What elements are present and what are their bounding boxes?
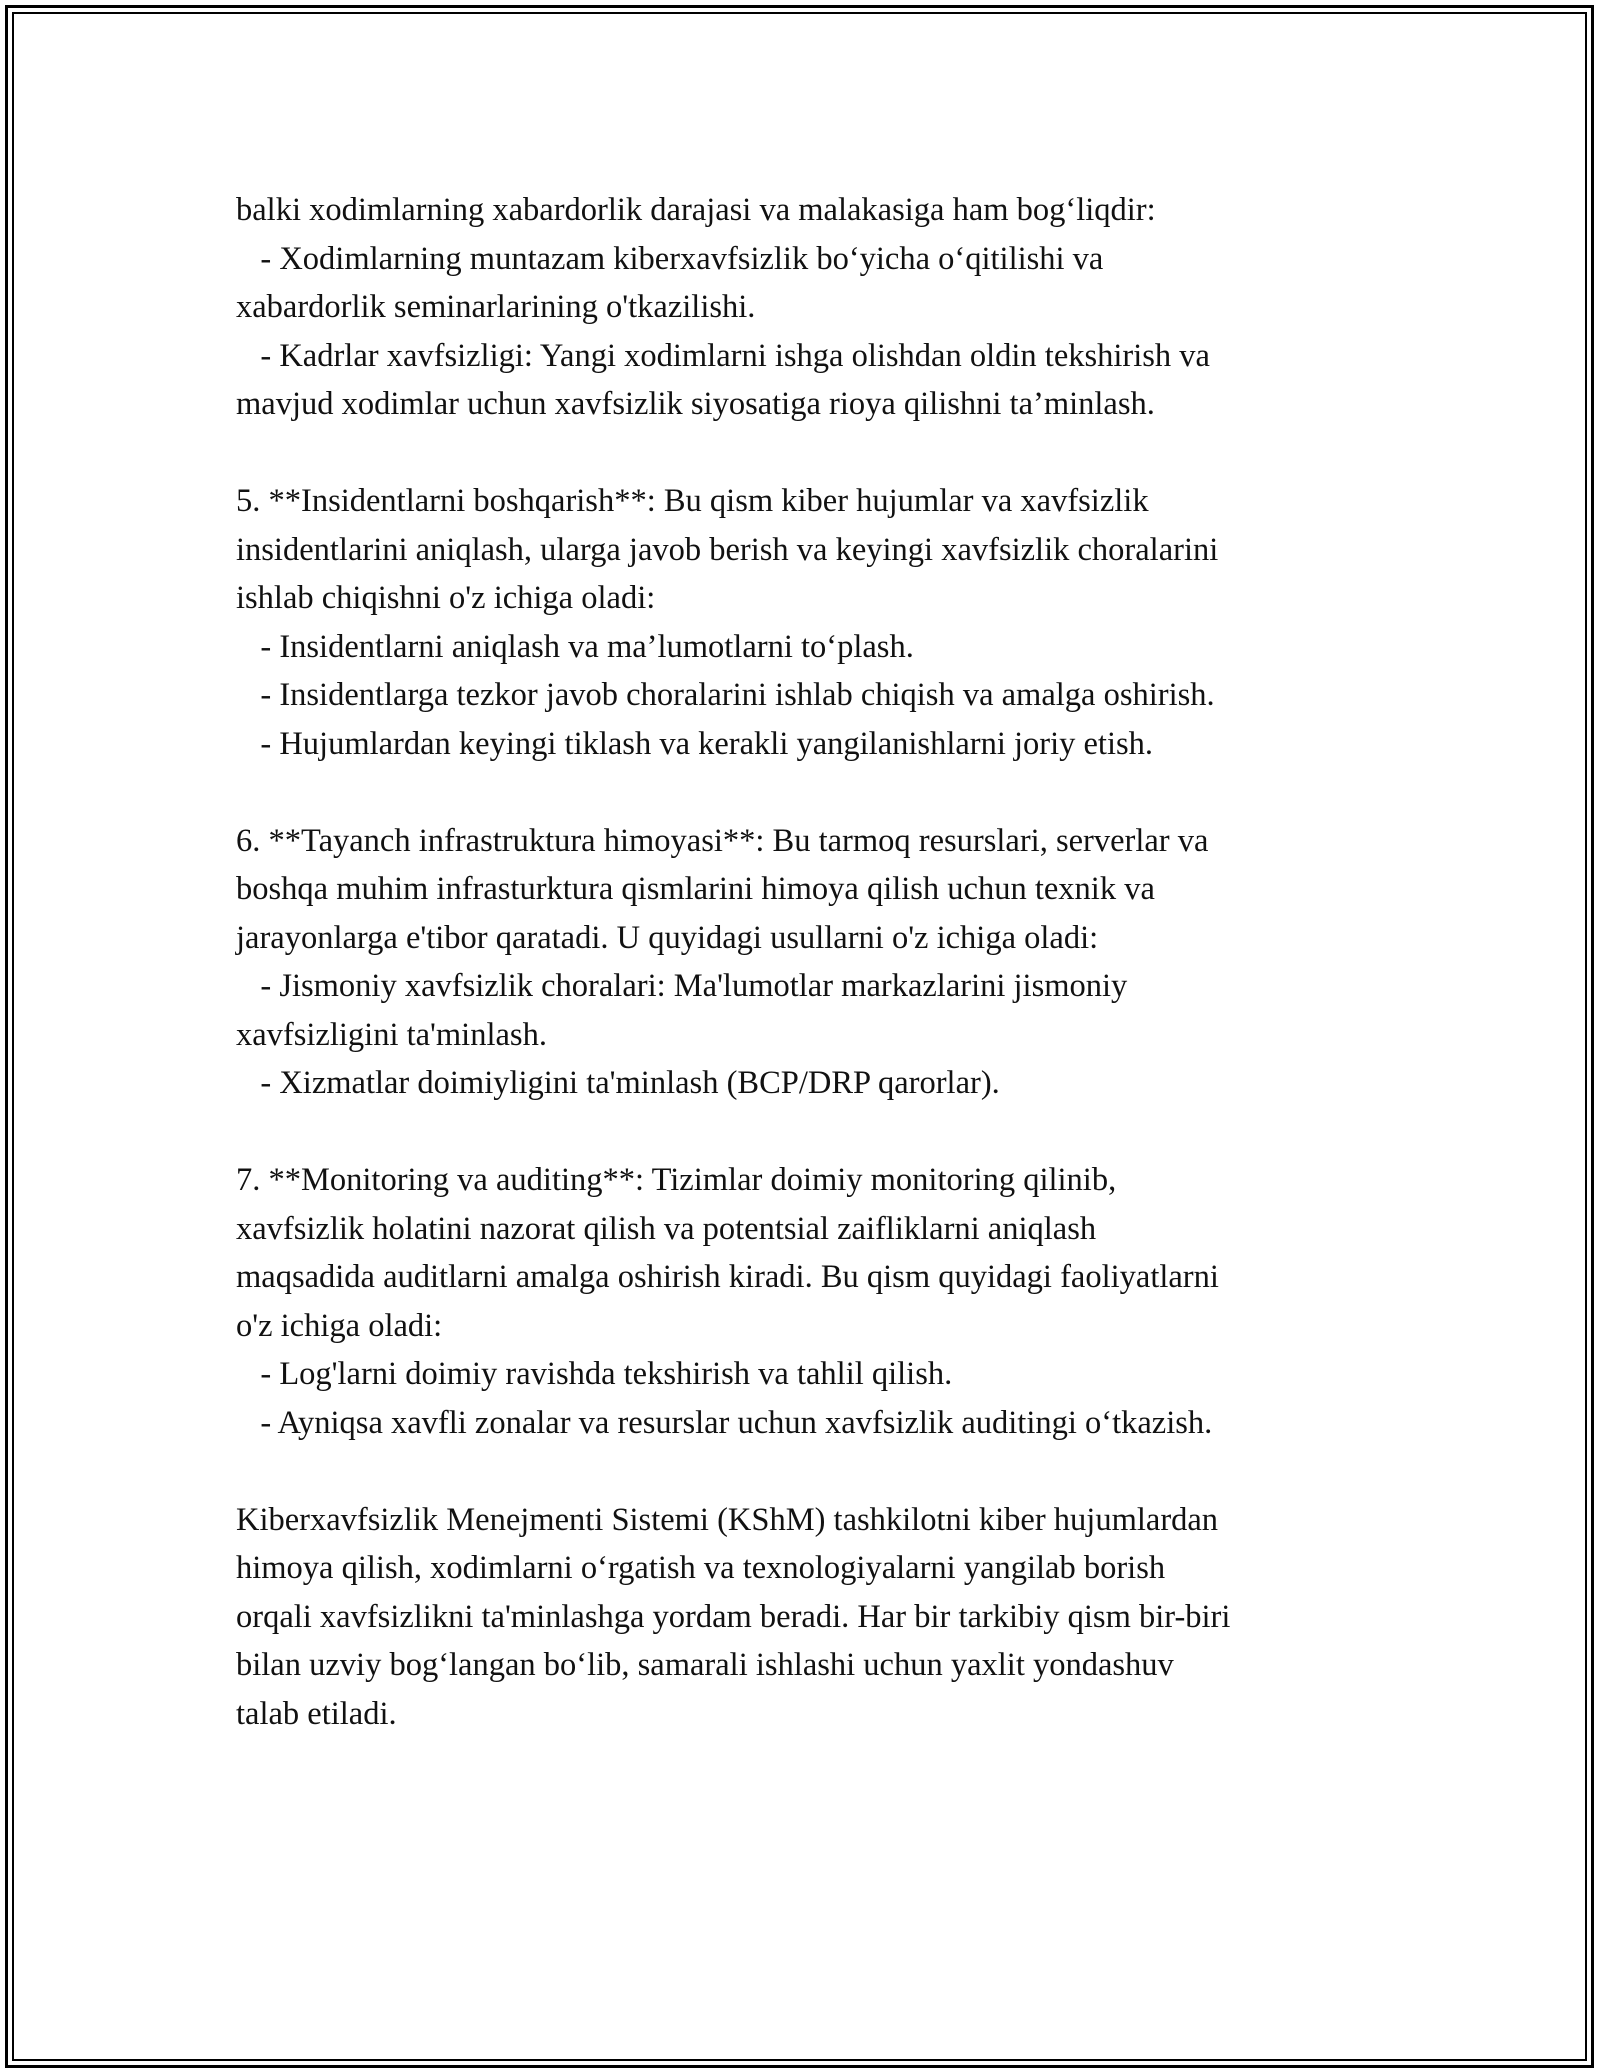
text-line: Kiberxavfsizlik Menejmenti Sistemi (KShM) tashkilotni kiber hujumlardan — [236, 1501, 1219, 1538]
text-line: - Ayniqsa xavfli zonalar va resurslar uchun xavfsizlik auditingi o‘tkazish. — [236, 1404, 1213, 1441]
text-line: jarayonlarga e'tibor qaratadi. U quyidagi usullarni o'z ichiga oladi: — [236, 919, 1099, 956]
text-line: orqali xavfsizlikni ta'minlashga yordam beradi. Har bir tarkibiy qism bir-biri — [236, 1598, 1231, 1635]
text-line: - Insidentlarni aniqlash va ma’lumotlarni to‘plash. — [236, 628, 914, 665]
text-line: balki xodimlarning xabardorlik darajasi va malakasiga ham bog‘liqdir: — [236, 192, 1156, 228]
document-body — [236, 186, 1386, 1738]
text-line: xavfsizlik holatini nazorat qilish va potentsial zaifliklarni aniqlash — [236, 1210, 1097, 1247]
text-line: maqsadida auditlarni amalga oshirish kiradi. Bu qism quyidagi faoliyatlarni — [236, 1259, 1219, 1295]
text-line: - Hujumlardan keyingi tiklash va kerakli yangilanishlarni joriy etish. — [236, 725, 1154, 762]
text-line: 6. **Tayanch infrastruktura himoyasi**: Bu tarmoq resurslari, serverlar va — [236, 822, 1209, 859]
text-line: - Log'larni doimiy ravishda tekshirish va tahlil qilish. — [236, 1356, 953, 1392]
text-line: - Xodimlarning muntazam kiberxavfsizlik bo‘yicha o‘qitilishi va — [236, 240, 1104, 277]
text-line: bilan uzviy bog‘langan bo‘lib, samarali ishlashi uchun yaxlit yondashuv — [236, 1647, 1174, 1683]
text-line: 7. **Monitoring va auditing**: Tizimlar doimiy monitoring qilinib, — [236, 1162, 1117, 1198]
text-line: xabardorlik seminarlarining o'tkazilishi. — [236, 289, 756, 325]
text-line: 5. **Insidentlarni boshqarish**: Bu qism kiber hujumlar va xavfsizlik — [236, 483, 1149, 519]
text-line: ishlab chiqishni o'z ichiga oladi: — [236, 580, 656, 616]
text-line: - Insidentlarga tezkor javob choralarini ishlab chiqish va amalga oshirish. — [236, 677, 1215, 713]
text-line: xavfsizligini ta'minlash. — [236, 1016, 547, 1053]
text-line: o'z ichiga oladi: — [236, 1307, 443, 1344]
text-line: - Jismoniy xavfsizlik choralari: Ma'lumotlar markazlarini jismoniy — [236, 968, 1128, 1004]
blank-line — [236, 1447, 1386, 1496]
text-line: talab etiladi. — [236, 1695, 397, 1732]
text-line: himoya qilish, xodimlarni o‘rgatish va texnologiyalarni yangilab borish — [236, 1550, 1166, 1586]
blank-line — [236, 768, 1386, 817]
blank-line — [236, 1108, 1386, 1157]
text-line: mavjud xodimlar uchun xavfsizlik siyosatiga rioya qilishni ta’minlash. — [236, 386, 1155, 422]
text-line: - Kadrlar xavfsizligi: Yangi xodimlarni ishga olishdan oldin tekshirish va — [236, 337, 1210, 374]
text-line: - Xizmatlar doimiyligini ta'minlash (BCP/DRP qarorlar). — [236, 1065, 1000, 1101]
blank-line — [236, 429, 1386, 478]
text-line: insidentlarini aniqlash, ularga javob berish va keyingi xavfsizlik choralarini — [236, 531, 1219, 568]
text-line: boshqa muhim infrasturktura qismlarini himoya qilish uchun texnik va — [236, 871, 1155, 907]
